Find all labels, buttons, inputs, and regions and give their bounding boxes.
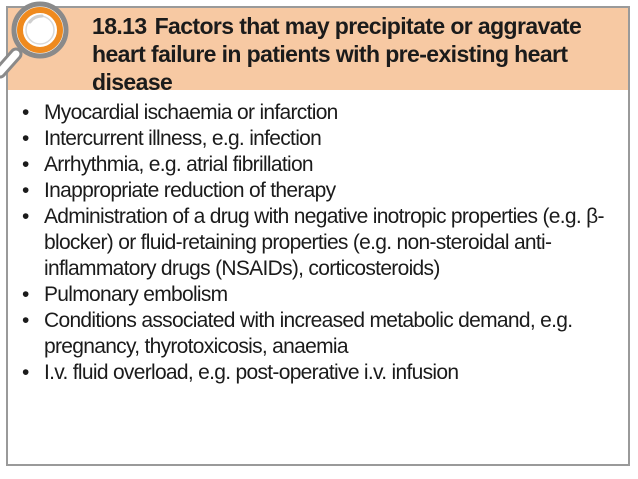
list-item	[22, 282, 622, 308]
bullet: •	[22, 179, 29, 202]
list-item	[22, 100, 622, 126]
list-item-text: Conditions associated with increased metabolic demand, e.g. pregnancy, thyrotoxicosis, anaemia	[44, 309, 573, 358]
list-item	[22, 126, 622, 152]
magnifier-icon	[0, 0, 84, 82]
list-item-text: Pulmonary embolism	[44, 283, 228, 306]
list-item	[22, 308, 622, 360]
bullet: •	[22, 283, 29, 306]
list-item-text: Myocardial ischaemia or infarction	[44, 101, 338, 124]
list-item-text: Inappropriate reduction of therapy	[44, 179, 336, 202]
info-box	[6, 6, 630, 466]
list-item	[22, 152, 622, 178]
list-item-text: Arrhythmia, e.g. atrial fibrillation	[44, 153, 313, 176]
box-title-text: Factors that may precipitate or aggravate heart failure in patients with pre-existing heart disease	[92, 13, 582, 95]
list-item-text: I.v. fluid overload, e.g. post-operative i.v. infusion	[44, 361, 459, 384]
box-header	[8, 8, 628, 95]
list-item	[22, 204, 622, 282]
bullet: •	[22, 101, 29, 124]
bullet: •	[22, 205, 29, 228]
list-item-text: Intercurrent illness, e.g. infection	[44, 127, 322, 150]
box-number: 18.13	[92, 13, 147, 39]
bullet: •	[22, 361, 29, 384]
list-item-text: Administration of a drug with negative inotropic properties (e.g. β-blocker) or fluid-retaining properties (e.g. non-steroidal anti-inflammatory drugs (NSAIDs), corticosteroids)	[44, 205, 604, 280]
list-item	[22, 178, 622, 204]
bullet: •	[22, 153, 29, 176]
bullet: •	[22, 309, 29, 332]
box-title	[92, 12, 622, 96]
list-item	[22, 360, 622, 386]
bullet: •	[22, 127, 29, 150]
factor-list	[22, 100, 622, 386]
